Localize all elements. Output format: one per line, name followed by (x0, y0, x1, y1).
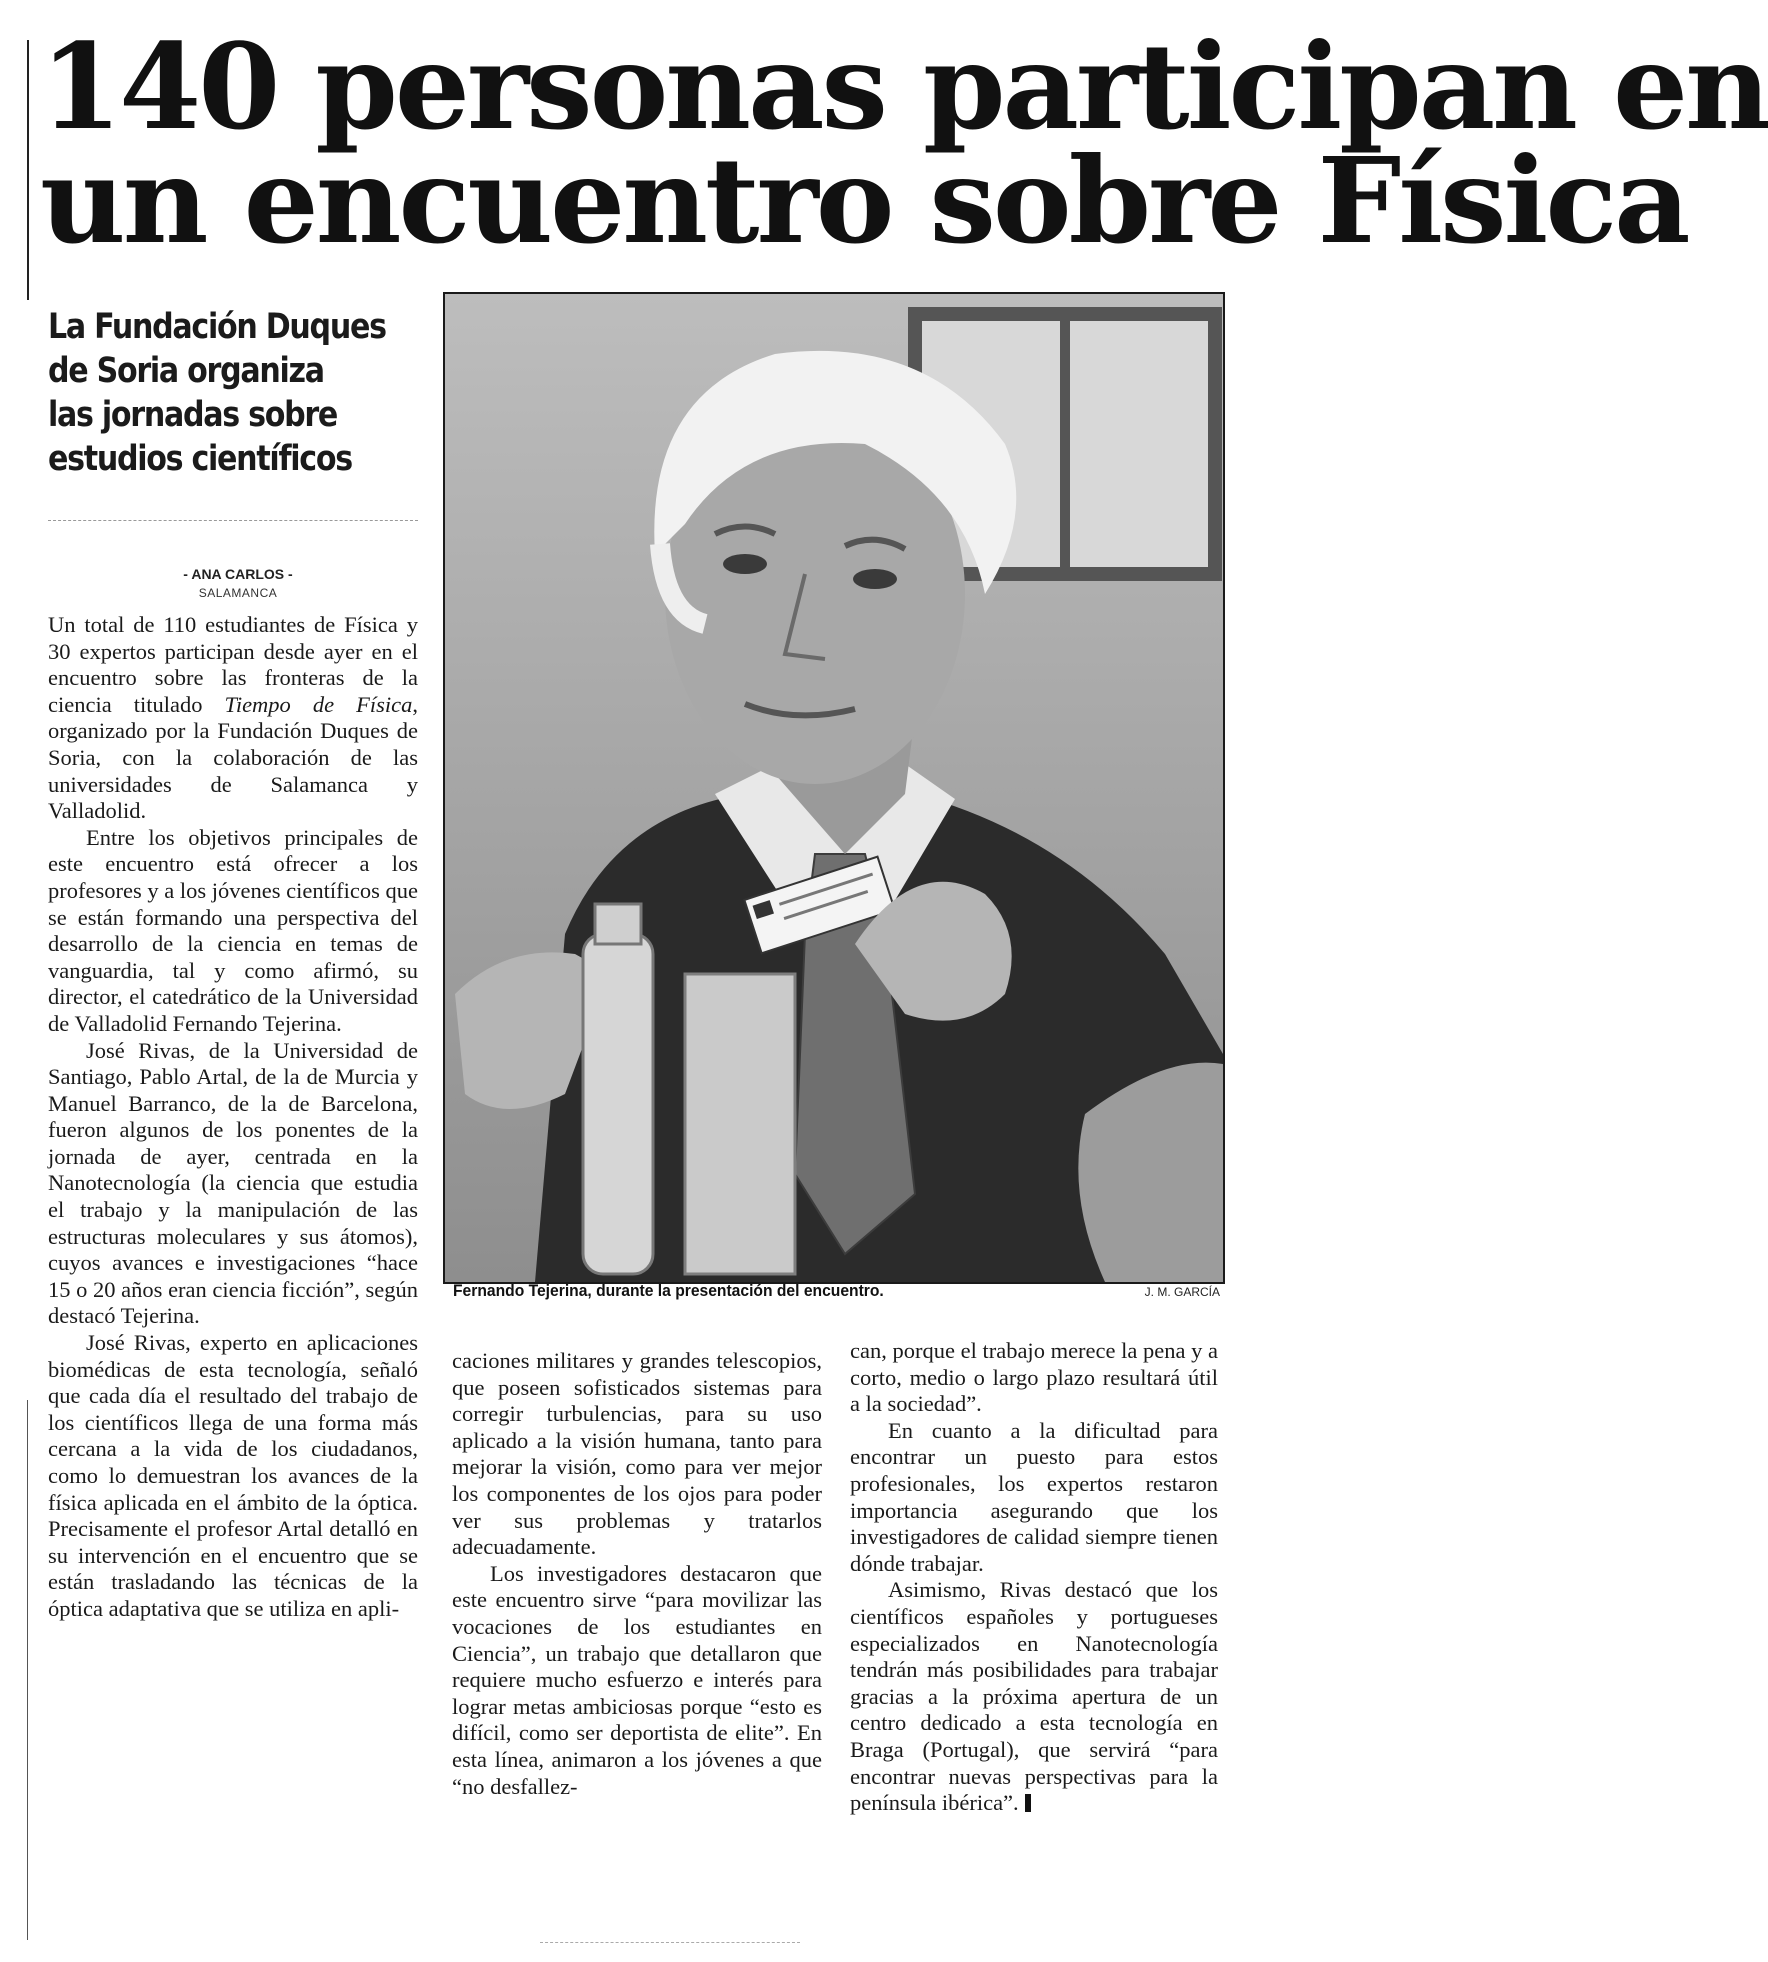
article-column-3 (850, 1338, 1218, 1817)
subheadline-line-4: estudios científicos (48, 439, 352, 479)
bottom-divider (540, 1942, 800, 1943)
headline-line-1: 140 personas participan en (40, 17, 1768, 156)
headline-line-2: un encuentro sobre Física (40, 131, 1688, 270)
paragraph-1-text-b: , organizado por la Fundación Duques de Soria, con la colaboración de las universidades de Salamanca y Valladolid. (48, 691, 418, 824)
subheadline-line-3: las jornadas sobre (48, 395, 338, 435)
byline-place: SALAMANCA (198, 586, 278, 600)
article-column-1 (48, 612, 418, 1623)
subheadline-divider (48, 520, 418, 521)
portrait-photo (443, 292, 1225, 1284)
subheadline-line-1: La Fundación Duques (48, 307, 386, 347)
portrait-illustration (445, 294, 1223, 1282)
subheadline-line-2: de Soria organiza (48, 351, 324, 391)
headline (40, 17, 1768, 270)
photo-credit: J. M. GARCÍA (1144, 1285, 1220, 1299)
article-column-2 (452, 1348, 822, 1800)
paragraph-5: caciones militares y grandes telescopios, que poseen sofisticados sistemas para corregir turbulencias, para su uso aplicado a la visión humana, tanto para mejorar la visión, como para ver mejor los componentes de los ojos para poder ver sus problemas y tratarlos adecuadamente. (452, 1348, 822, 1560)
paragraph-1 (48, 612, 418, 825)
paragraph-7: can, porque el trabajo merece la pena y a corto, medio o largo plazo resultará útil a la sociedad”. (850, 1338, 1218, 1417)
left-margin-rule (27, 40, 29, 300)
end-of-article-mark (1025, 1794, 1031, 1812)
paragraph-4: José Rivas, experto en aplicaciones biomédicas de esta tecnología, señaló que cada día el resultado del trabajo de los científicos llega de una forma más cercana a la vida de los ciudadanos, como lo demuestran los avances de la física aplicada en el ámbito de la óptica. Precisamente el profesor Artal detalló en su intervención en el encuentro que se están trasladando las técnicas de la óptica adaptativa que se utiliza en apli- (48, 1330, 418, 1621)
paragraph-6: Los investigadores destacaron que este encuentro sirve “para movilizar las vocaciones de los estudiantes en Ciencia”, un trabajo que detallaron que requiere mucho esfuerzo e interés para lograr metas ambiciosas porque “esto es difícil, como ser deportista de elite”. En esta línea, animaron a los jóvenes a que “no desfallez- (452, 1560, 822, 1799)
byline-author: - ANA CARLOS - (183, 566, 293, 582)
paragraph-9 (850, 1577, 1218, 1816)
photo-caption: Fernando Tejerina, durante la presentación del encuentro. (453, 1281, 884, 1300)
paragraph-2: Entre los objetivos principales de este encuentro está ofrecer a los profesores y a los jóvenes científicos que se están formando una perspectiva del desarrollo de la ciencia en temas de vanguardia, tal y como afirmó, su director, el catedrático de la Universidad de Valladolid Fernando Tejerina. (48, 824, 418, 1036)
paragraph-9-text: Asimismo, Rivas destacó que los científicos españoles y portugueses especializados en Nanotecnología tendrán más posibilidades para trabajar gracias a la próxima apertura de un centro dedicado a esta tecnología en Braga (Portugal), que servirá “para encontrar nuevas perspectivas para la península ibérica”. (850, 1577, 1218, 1816)
subheadline (48, 305, 386, 481)
paragraph-8: En cuanto a la dificultad para encontrar un puesto para estos profesionales, los expertos restaron importancia asegurando que los investigadores de calidad siempre tienen dónde trabajar. (850, 1417, 1218, 1576)
event-title: Tiempo de Física (224, 691, 413, 717)
paragraph-3: José Rivas, de la Universidad de Santiago, Pablo Artal, de la de Murcia y Manuel Barranco, de la de Barcelona, fueron algunos de los ponentes de la jornada de ayer, centrada en la Nanotecnología (la ciencia que estudia el trabajo y la manipulación de las estructuras moleculares y sus átomos), cuyos avances e investigaciones “hace 15 o 20 años eran ciencia ficción”, según destacó Tejerina. (48, 1037, 418, 1329)
left-margin-rule-lower (27, 1400, 28, 1940)
paragraph-1-text-a: Un total de 110 estudiantes de Física y 30 expertos participan desde ayer en el encuentro sobre las fronteras de la ciencia titulado (48, 612, 418, 717)
